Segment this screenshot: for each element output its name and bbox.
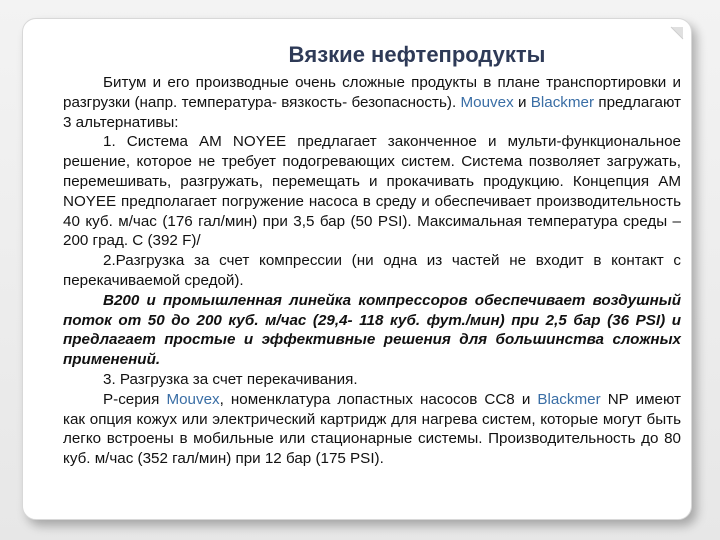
intro-end: предлагают 3 альтернативы:: [63, 93, 681, 131]
p-series-mid: , номенклатура лопастных насосов CC8 и: [219, 390, 538, 408]
brand-mouvex-2: Mouvex: [166, 390, 220, 408]
intro-and: и: [513, 93, 531, 111]
p-series-paragraph: [63, 390, 681, 469]
p-series-start: P-серия: [103, 390, 167, 408]
content-card: [22, 18, 692, 520]
alternative-3-paragraph: 3. Разгрузка за счет перекачивания.: [103, 370, 358, 388]
p-series-end: NP имеют как опция кожух или электрический картридж для нагрева систем, которые могут быть легко встроены в мобильные или стационарные системы. Производительность до 80 куб. м/час (352 гал/мин) при 12 бар (175 PSI).: [63, 390, 681, 468]
brand-blackmer: Blackmer: [530, 93, 595, 111]
intro-paragraph: [63, 73, 681, 132]
intro-text: Битум и его производные очень сложные продукты в плане транспортировки и разгрузки (напр. температура- вязкость- безопасность).: [63, 74, 681, 111]
brand-mouvex: Mouvex: [460, 93, 514, 111]
brand-blackmer-2: Blackmer: [537, 390, 601, 408]
slide-title: Вязкие нефтепродукты: [288, 42, 546, 67]
alternative-1-paragraph: 1. Система AM NOYEE предлагает законченное и мульти-функциональное решение, которое не требует подогревающих систем. Система позволяет загружать, перемешивать, разгружать, перемещать и прокачивать продукцию. Концепция AM NOYEE предполагает погружение насоса в среду и обеспечивает производительность 40 куб. м/час (176 гал/мин) при 3,5 бар (50 PSI). Максимальная температура среды – 200 град. С (392 F)/: [63, 133, 681, 250]
slide-content: [63, 41, 681, 469]
alternative-2-paragraph: 2.Разгрузка за счет компрессии (ни одна из частей не входит в контакт с перекачиваемой средой).: [63, 252, 681, 289]
corner-fold-icon: [669, 25, 685, 41]
b200-paragraph: B200 и промышленная линейка компрессоров обеспечивает воздушный поток от 50 до 200 куб. м/час (29,4- 118 куб. фут./мин) при 2,5 бар (36 PSI) и предлагает простые и эффективные решения для большинства сложных применений.: [63, 291, 681, 369]
